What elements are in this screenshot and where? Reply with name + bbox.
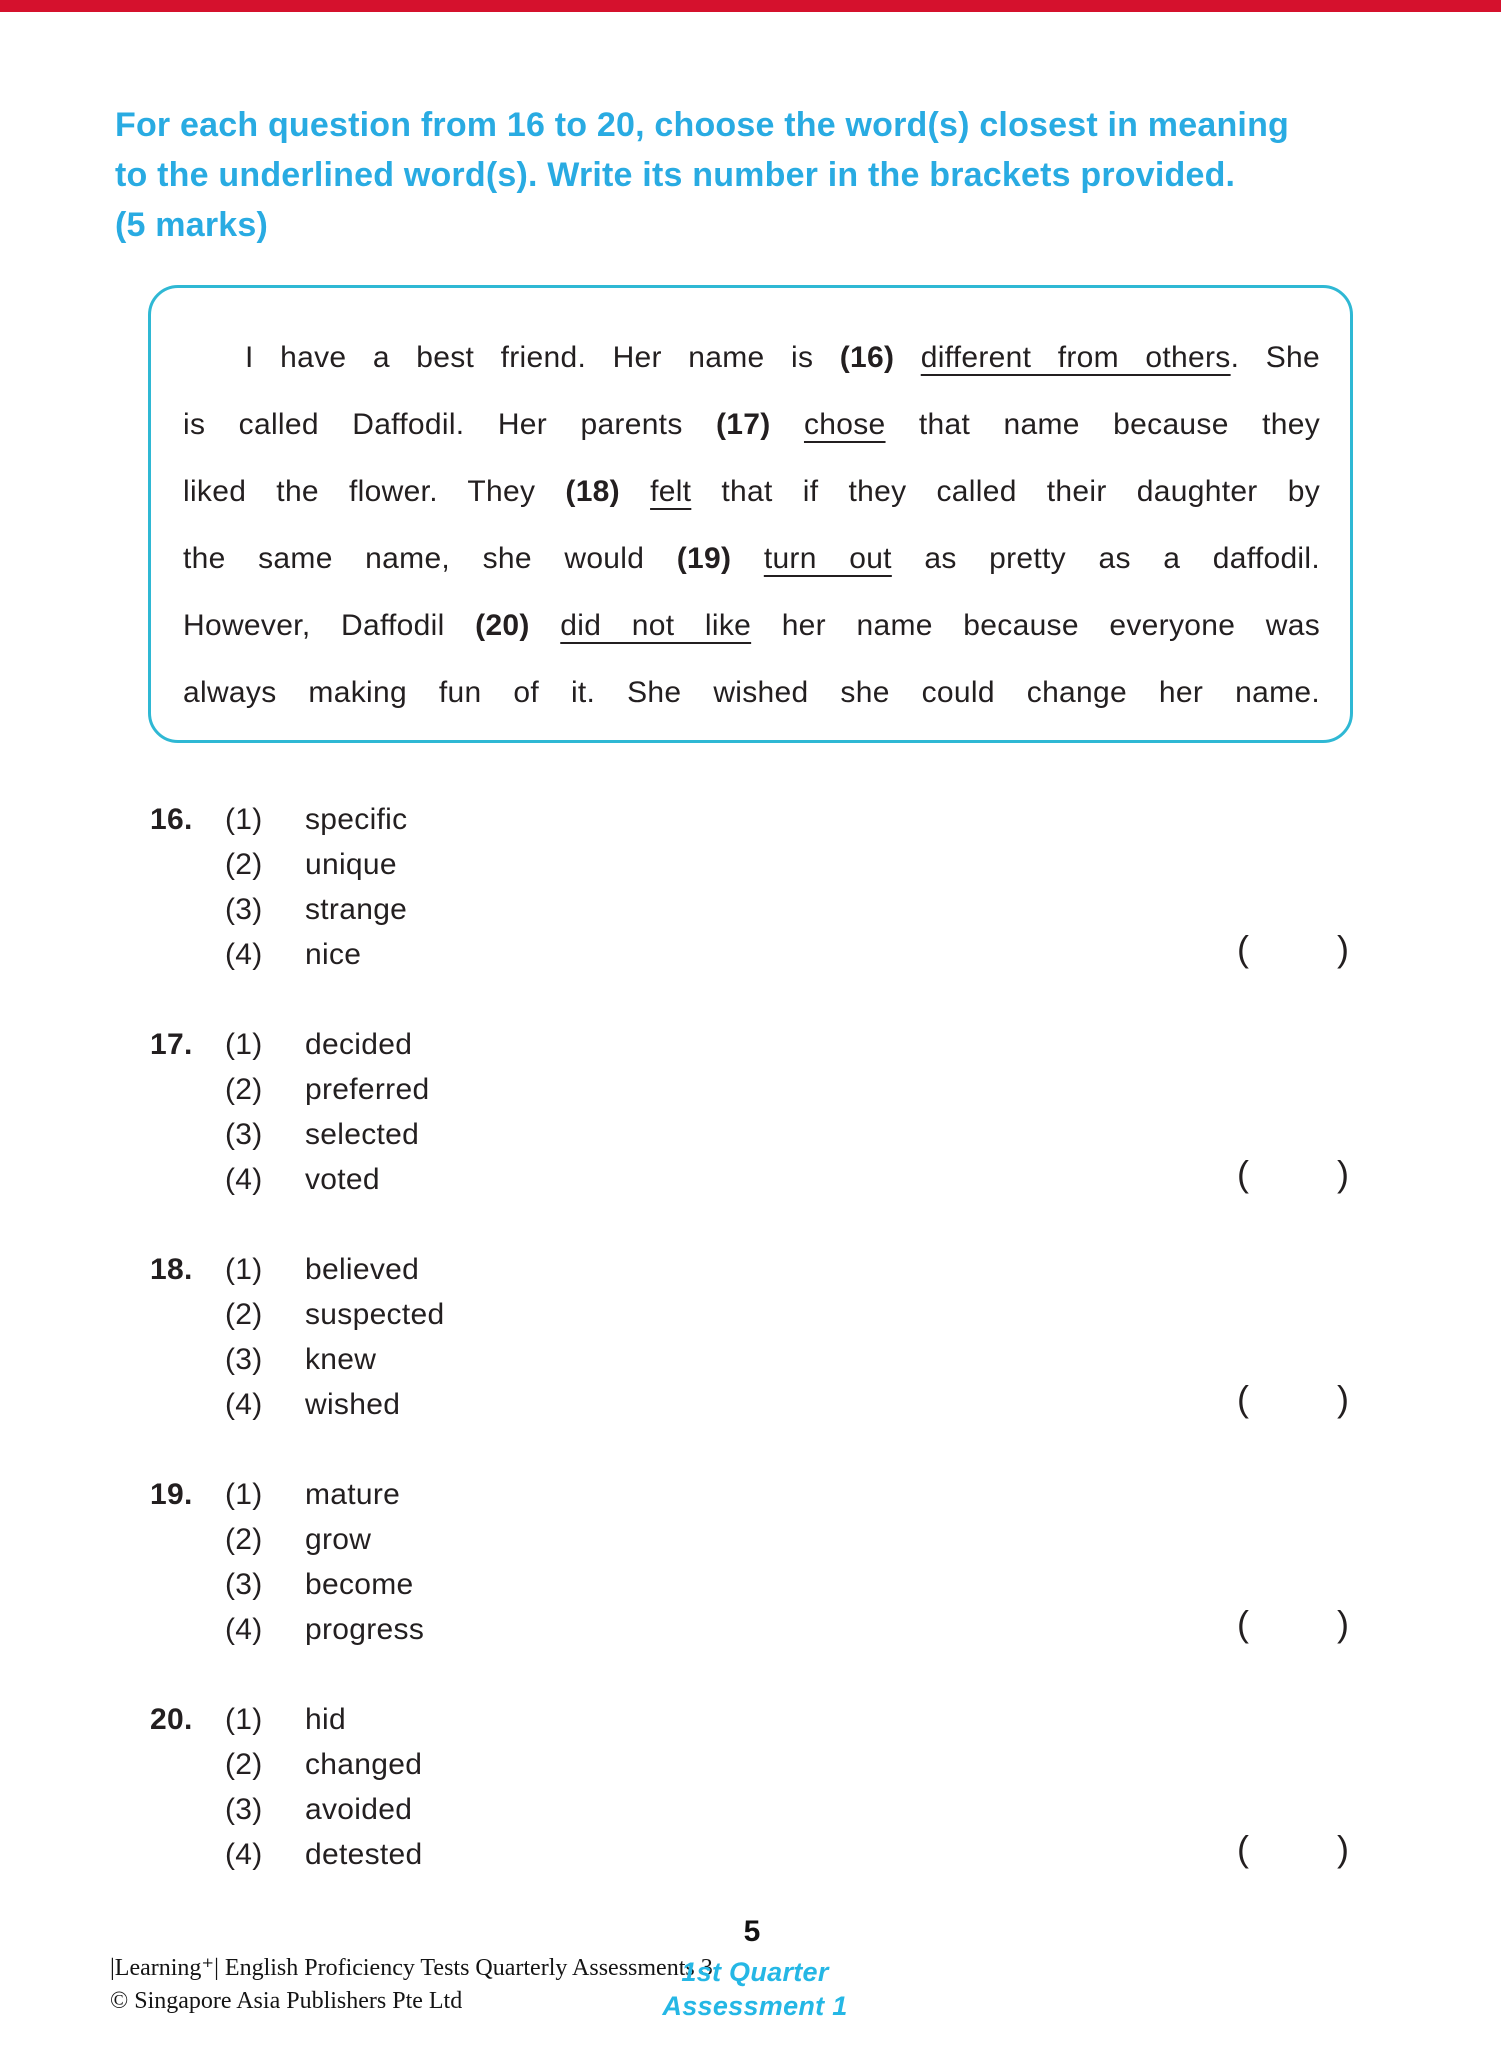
answer-bracket-close: ) (1337, 928, 1350, 969)
passage-line (183, 391, 1320, 458)
options-list (225, 1472, 1501, 1652)
passage-segment: . She (1230, 341, 1320, 374)
assessment-label (630, 1955, 880, 2023)
assessment-label-line: 1st Quarter (681, 1957, 829, 1987)
passage-segment: the same name, she would (183, 542, 677, 575)
passage-segment: chose (803, 408, 886, 441)
passage-segment: felt (650, 475, 692, 508)
option-row (225, 1742, 1501, 1787)
answer-bracket-open: ( (1237, 928, 1250, 969)
answer-bracket-close: ) (1337, 1153, 1350, 1194)
option-text: selected (305, 1118, 420, 1151)
option-text: detested (305, 1838, 423, 1871)
options-list (225, 797, 1501, 977)
option-marker: (4) (225, 938, 263, 971)
option-text: mature (305, 1478, 401, 1511)
option-marker: (1) (225, 1703, 263, 1736)
question-number: 19. (150, 1478, 193, 1511)
questions-section (0, 797, 1501, 1922)
question-item (0, 1697, 1501, 1877)
answer-bracket-close: ) (1337, 1378, 1350, 1419)
option-row (225, 1247, 1501, 1292)
passage-segment: is called Daffodil. Her parents (183, 408, 717, 441)
option-text: become (305, 1568, 414, 1601)
option-text: knew (305, 1343, 377, 1376)
question-item (0, 1247, 1501, 1427)
publisher-imprint (110, 1952, 713, 2018)
option-row (225, 1787, 1501, 1832)
instructions-heading (115, 100, 1425, 250)
option-marker: (1) (225, 1478, 263, 1511)
instructions-line: For each question from 16 to 20, choose the word(s) closest in meaning (115, 106, 1290, 144)
passage-line (183, 659, 1320, 726)
passage-line (183, 592, 1320, 659)
option-text: decided (305, 1028, 413, 1061)
option-row (225, 1337, 1501, 1382)
option-row (225, 1832, 1501, 1877)
option-text: progress (305, 1613, 425, 1646)
option-marker: (4) (225, 1163, 263, 1196)
answer-bracket-close: ) (1337, 1603, 1350, 1644)
option-marker: (3) (225, 1118, 263, 1151)
option-text: preferred (305, 1073, 430, 1106)
instructions-line: (5 marks) (115, 206, 268, 244)
option-marker: (4) (225, 1838, 263, 1871)
passage-line (183, 525, 1320, 592)
option-text: changed (305, 1748, 423, 1781)
passage-segment: that name because they (885, 408, 1320, 441)
option-text: voted (305, 1163, 380, 1196)
instructions-line: to the underlined word(s). Write its number in the brackets provided. (115, 156, 1236, 194)
option-text: avoided (305, 1793, 413, 1826)
passage-text (183, 324, 1320, 726)
passage-segment: (19) (676, 542, 764, 575)
option-text: nice (305, 938, 362, 971)
top-red-bar (0, 0, 1501, 12)
option-text: strange (305, 893, 408, 926)
option-marker: (2) (225, 1298, 263, 1331)
passage-segment: her name because everyone was (751, 609, 1321, 642)
option-row (225, 1022, 1501, 1067)
answer-bracket-close: ) (1337, 1828, 1350, 1869)
options-list (225, 1022, 1501, 1202)
passage-segment: liked the flower. They (183, 475, 566, 508)
question-number: 17. (150, 1028, 193, 1061)
option-marker: (4) (225, 1613, 263, 1646)
option-marker: (1) (225, 803, 263, 836)
options-list (225, 1247, 1501, 1427)
option-row (225, 1472, 1501, 1517)
imprint-series-line: |Learning⁺| English Proficiency Tests Quarterly Assessments 3 (110, 1955, 713, 1981)
question-number: 20. (150, 1703, 193, 1736)
option-row (225, 1157, 1501, 1202)
option-marker: (3) (225, 1568, 263, 1601)
option-text: wished (305, 1388, 401, 1421)
passage-segment: different from others (920, 341, 1231, 374)
option-marker: (2) (225, 1523, 263, 1556)
answer-bracket-open: ( (1237, 1828, 1250, 1869)
page-number: 5 (743, 1915, 761, 1948)
answer-bracket-open: ( (1237, 1153, 1250, 1194)
passage-segment: (17) (716, 408, 804, 441)
option-marker: (4) (225, 1388, 263, 1421)
option-row (225, 842, 1501, 887)
option-marker: (2) (225, 1073, 263, 1106)
passage-segment: that if they called their daughter by (691, 475, 1320, 508)
option-row (225, 1382, 1501, 1427)
passage-segment: turn out (763, 542, 892, 575)
option-marker: (3) (225, 893, 263, 926)
option-marker: (2) (225, 1748, 263, 1781)
passage-segment: I have a best friend. Her name is (245, 341, 840, 374)
passage-box (148, 285, 1353, 743)
option-marker: (1) (225, 1253, 263, 1286)
passage-segment: as pretty as a daffodil. (891, 542, 1320, 575)
question-number: 18. (150, 1253, 193, 1286)
option-row (225, 1562, 1501, 1607)
option-row (225, 1067, 1501, 1112)
passage-line (183, 324, 1320, 391)
answer-bracket-open: ( (1237, 1603, 1250, 1644)
option-text: believed (305, 1253, 420, 1286)
option-row (225, 1112, 1501, 1157)
option-row (225, 1697, 1501, 1742)
imprint-copyright-line: © Singapore Asia Publishers Pte Ltd (110, 1988, 463, 2014)
option-marker: (2) (225, 848, 263, 881)
passage-segment: always making fun of it. She wished she could change her name. (183, 676, 1320, 709)
passage-segment: (20) (475, 609, 561, 642)
option-text: specific (305, 803, 408, 836)
option-row (225, 887, 1501, 932)
option-row (225, 797, 1501, 842)
passage-segment: (18) (565, 475, 651, 508)
option-text: suspected (305, 1298, 445, 1331)
question-item (0, 1022, 1501, 1202)
option-row (225, 1517, 1501, 1562)
option-text: hid (305, 1703, 346, 1736)
options-list (225, 1697, 1501, 1877)
passage-line (183, 458, 1320, 525)
question-item (0, 1472, 1501, 1652)
option-marker: (3) (225, 1793, 263, 1826)
option-row (225, 1292, 1501, 1337)
passage-segment: did not like (560, 609, 752, 642)
question-item (0, 797, 1501, 977)
option-text: unique (305, 848, 397, 881)
answer-bracket-open: ( (1237, 1378, 1250, 1419)
option-row (225, 932, 1501, 977)
option-marker: (1) (225, 1028, 263, 1061)
passage-segment: However, Daffodil (183, 609, 476, 642)
question-number: 16. (150, 803, 193, 836)
assessment-label-line: Assessment 1 (662, 1991, 848, 2021)
passage-segment: (16) (839, 341, 921, 374)
option-text: grow (305, 1523, 372, 1556)
option-row (225, 1607, 1501, 1652)
option-marker: (3) (225, 1343, 263, 1376)
